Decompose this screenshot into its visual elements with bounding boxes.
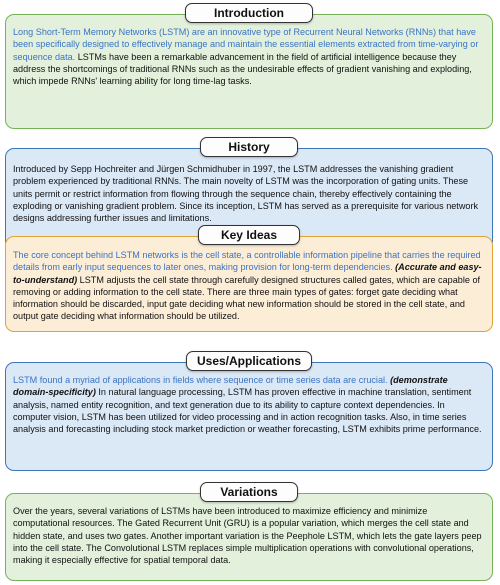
uses-text: In natural language processing, LSTM has proven effective in machine translation, sentiment analysis, named entity recognition, and text generation due to its ability to capture context dependencies. In computer vision, LSTM has been utilized for video processing and in action recognition tasks. Also, in time series analysis and forecasting including stock market prediction or weather forecasting, LSTM exhibits prime performance. [13,387,482,435]
key-ideas-highlight: The core concept behind LSTM networks is the cell state, a controllable information pipeline that carries the required details from early input sequences to later ones, making provision for long-term dependencies. [13,250,481,273]
uses-title: Uses/Applications [186,351,312,371]
key-ideas-section [5,228,493,332]
variations-section [5,485,493,581]
key-ideas-text: LSTM adjusts the cell state through carefully designed structures called gates, which are capable of removing or adding information to the cell state. There are three main types of gates: forget gate deciding what information should be discarded, input gate deciding what new information should be stored in the cell state, and output gate deciding what information should be utilized. [13,274,481,322]
introduction-text: LSTMs have been a remarkable advancement in the field of artificial intelligence because they address the shortcomings of traditional RNNs such as the undesirable effects of gradient vanishing and exploding, which impede RNNs' learning ability for long time-lag tasks. [13,51,472,87]
key-ideas-title: Key Ideas [198,225,300,245]
uses-body [13,363,485,435]
introduction-section [5,6,493,129]
key-ideas-body [13,237,485,323]
uses-section [5,354,493,471]
variations-title: Variations [200,482,298,502]
key-ideas-emphasis: (Accurate and easy-to-understand) [13,262,482,285]
uses-emphasis: (demonstrate domain-specificity) [13,375,448,398]
history-title: History [200,137,298,157]
history-body: Introduced by Sepp Hochreiter and Jürgen Schmidhuber in 1997, the LSTM addresses the vanishing gradient problem experienced by traditional RNNs. The main novelty of LSTM was the incorporation of gating units. These units permit or restrict information from flowing through the sequence chain, thereby effectively containing the exploding or vanishing gradient problem. Since its inception, LSTM has served as a prerequisite for various network designs addressing further issues and limitations. [13,164,479,224]
introduction-body [13,15,485,87]
uses-highlight: LSTM found a myriad of applications in fields where sequence or time series data are crucial. [13,375,388,385]
variations-body: Over the years, several variations of LSTMs have been introduced to maximize efficiency and minimize computational resources. The Gated Recurrent Unit (GRU) is a popular variation, which merges the cell state and hidden state, and uses two gates. Another important variation is the Peephole LSTM, which lets the gate layers peep into the cell state. The Convolutional LSTM replaces simple multiplication operations with convolutional operations, making it especially effective for spatial temporal data. [13,506,482,566]
introduction-title: Introduction [185,3,313,23]
introduction-highlight: Long Short-Term Memory Networks (LSTM) are an innovative type of Recurrent Neural Networks (RNNs) that have been specifically designed to effectively manage and maintain the essential elements extracted from time-varying or sequence data. [13,27,479,62]
